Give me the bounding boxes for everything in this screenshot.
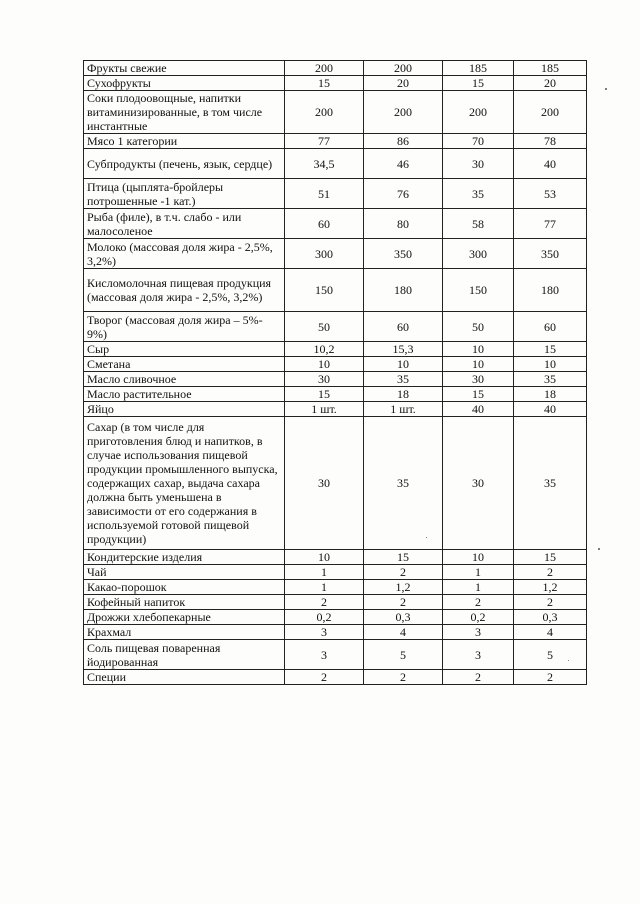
norm-value-cell: 34,5 bbox=[285, 149, 364, 179]
norm-value-cell: 80 bbox=[364, 209, 443, 239]
norm-value-cell: 2 bbox=[443, 595, 514, 610]
norm-value-cell: 2 bbox=[514, 670, 587, 685]
norm-value-cell: 15 bbox=[514, 342, 587, 357]
norm-value-cell: 40 bbox=[514, 402, 587, 417]
norm-value-cell: 70 bbox=[443, 134, 514, 149]
norm-value-cell: 35 bbox=[364, 372, 443, 387]
table-row bbox=[84, 372, 587, 387]
norm-value-cell: 10 bbox=[514, 357, 587, 372]
norm-value-cell: 5 bbox=[364, 640, 443, 670]
norm-value-cell: 60 bbox=[514, 312, 587, 342]
norm-value-cell: 1 bbox=[285, 580, 364, 595]
norm-value-cell: 10 bbox=[443, 357, 514, 372]
norm-value-cell: 58 bbox=[443, 209, 514, 239]
norm-value-cell: 300 bbox=[443, 239, 514, 269]
table-row bbox=[84, 134, 587, 149]
norm-value-cell: 1 bbox=[285, 565, 364, 580]
product-name-cell: Специи bbox=[84, 670, 285, 685]
norm-value-cell: 3 bbox=[443, 625, 514, 640]
norm-value-cell: 30 bbox=[285, 372, 364, 387]
norm-value-cell: 30 bbox=[285, 417, 364, 550]
norm-value-cell: 1,2 bbox=[364, 580, 443, 595]
norm-value-cell: 1 bbox=[443, 565, 514, 580]
norm-value-cell: 15 bbox=[285, 76, 364, 91]
table-row bbox=[84, 550, 587, 565]
norm-value-cell: 2 bbox=[285, 595, 364, 610]
table-row bbox=[84, 565, 587, 580]
norm-value-cell: 200 bbox=[514, 91, 587, 134]
norm-value-cell: 2 bbox=[443, 670, 514, 685]
norm-value-cell: 10 bbox=[364, 357, 443, 372]
norm-value-cell: 86 bbox=[364, 134, 443, 149]
norm-value-cell: 0,2 bbox=[285, 610, 364, 625]
norm-value-cell: 200 bbox=[443, 91, 514, 134]
norm-value-cell: 30 bbox=[443, 149, 514, 179]
norm-value-cell: 1 шт. bbox=[285, 402, 364, 417]
norm-value-cell: 350 bbox=[364, 239, 443, 269]
product-name-cell: Кондитерские изделия bbox=[84, 550, 285, 565]
norm-value-cell: 15 bbox=[443, 76, 514, 91]
norm-value-cell: 4 bbox=[364, 625, 443, 640]
norm-value-cell: 30 bbox=[443, 372, 514, 387]
table-row bbox=[84, 387, 587, 402]
scan-speck bbox=[426, 537, 427, 538]
table-row bbox=[84, 640, 587, 670]
product-name-cell: Масло сливочное bbox=[84, 372, 285, 387]
norm-value-cell: 10 bbox=[443, 342, 514, 357]
norm-value-cell: 30 bbox=[443, 417, 514, 550]
norm-value-cell: 1 bbox=[443, 580, 514, 595]
norm-value-cell: 50 bbox=[285, 312, 364, 342]
norm-value-cell: 2 bbox=[514, 595, 587, 610]
norm-value-cell: 2 bbox=[364, 595, 443, 610]
norm-value-cell: 20 bbox=[514, 76, 587, 91]
norm-value-cell: 15 bbox=[285, 387, 364, 402]
norm-value-cell: 3 bbox=[285, 640, 364, 670]
norm-value-cell: 76 bbox=[364, 179, 443, 209]
norm-value-cell: 35 bbox=[514, 417, 587, 550]
norm-value-cell: 3 bbox=[443, 640, 514, 670]
product-name-cell: Творог (массовая доля жира – 5%- 9%) bbox=[84, 312, 285, 342]
table-row bbox=[84, 580, 587, 595]
table-row bbox=[84, 179, 587, 209]
product-name-cell: Кисломолочная пищевая продукция (массовая доля жира - 2,5%, 3,2%) bbox=[84, 269, 285, 312]
norm-value-cell: 18 bbox=[364, 387, 443, 402]
table-row bbox=[84, 610, 587, 625]
product-name-cell: Кофейный напиток bbox=[84, 595, 285, 610]
norm-value-cell: 200 bbox=[364, 91, 443, 134]
product-name-cell: Фрукты свежие bbox=[84, 61, 285, 76]
norm-value-cell: 46 bbox=[364, 149, 443, 179]
food-norms-table bbox=[83, 60, 587, 685]
table-body bbox=[84, 61, 587, 685]
scan-speck bbox=[605, 88, 607, 90]
norm-value-cell: 15 bbox=[364, 550, 443, 565]
product-name-cell: Рыба (филе), в т.ч. слабо - или малосоленое bbox=[84, 209, 285, 239]
norm-value-cell: 2 bbox=[364, 565, 443, 580]
norm-value-cell: 350 bbox=[514, 239, 587, 269]
table-row bbox=[84, 342, 587, 357]
product-name-cell: Сахар (в том числе для приготовления блюд и напитков, в случае использования пищевой продукции промышленного выпуска, содержащих сахар, выдача сахара должна быть уменьшена в зависимости от его содержания в используемой готовой пищевой продукции) bbox=[84, 417, 285, 550]
table-row bbox=[84, 670, 587, 685]
norm-value-cell: 0,3 bbox=[514, 610, 587, 625]
norm-value-cell: 3 bbox=[285, 625, 364, 640]
norm-value-cell: 200 bbox=[285, 61, 364, 76]
table-row bbox=[84, 402, 587, 417]
norm-value-cell: 15,3 bbox=[364, 342, 443, 357]
table-row bbox=[84, 239, 587, 269]
product-name-cell: Дрожжи хлебопекарные bbox=[84, 610, 285, 625]
norm-value-cell: 10 bbox=[285, 357, 364, 372]
norm-value-cell: 300 bbox=[285, 239, 364, 269]
norm-value-cell: 185 bbox=[514, 61, 587, 76]
scan-speck bbox=[568, 660, 569, 661]
table-row bbox=[84, 91, 587, 134]
table-row bbox=[84, 76, 587, 91]
norm-value-cell: 40 bbox=[514, 149, 587, 179]
norm-value-cell: 50 bbox=[443, 312, 514, 342]
product-name-cell: Соль пищевая поваренная йодированная bbox=[84, 640, 285, 670]
table-row bbox=[84, 417, 587, 550]
product-name-cell: Масло растительное bbox=[84, 387, 285, 402]
norm-value-cell: 180 bbox=[514, 269, 587, 312]
norm-value-cell: 0,2 bbox=[443, 610, 514, 625]
table-row bbox=[84, 269, 587, 312]
product-name-cell: Сухофрукты bbox=[84, 76, 285, 91]
table-row bbox=[84, 61, 587, 76]
norm-value-cell: 15 bbox=[443, 387, 514, 402]
norm-value-cell: 35 bbox=[364, 417, 443, 550]
norm-value-cell: 1,2 bbox=[514, 580, 587, 595]
product-name-cell: Крахмал bbox=[84, 625, 285, 640]
norm-value-cell: 150 bbox=[443, 269, 514, 312]
scan-speck bbox=[598, 548, 600, 550]
norm-value-cell: 20 bbox=[364, 76, 443, 91]
norm-value-cell: 10 bbox=[443, 550, 514, 565]
product-name-cell: Птица (цыплята-бройлеры потрошенные -1 кат.) bbox=[84, 179, 285, 209]
norm-value-cell: 4 bbox=[514, 625, 587, 640]
product-name-cell: Какао-порошок bbox=[84, 580, 285, 595]
norm-value-cell: 60 bbox=[364, 312, 443, 342]
table-row bbox=[84, 312, 587, 342]
product-name-cell: Сыр bbox=[84, 342, 285, 357]
norm-value-cell: 200 bbox=[285, 91, 364, 134]
norm-value-cell: 35 bbox=[514, 372, 587, 387]
norm-value-cell: 51 bbox=[285, 179, 364, 209]
norm-value-cell: 15 bbox=[514, 550, 587, 565]
norm-value-cell: 2 bbox=[285, 670, 364, 685]
product-name-cell: Молоко (массовая доля жира - 2,5%, 3,2%) bbox=[84, 239, 285, 269]
product-name-cell: Сметана bbox=[84, 357, 285, 372]
norm-value-cell: 53 bbox=[514, 179, 587, 209]
product-name-cell: Соки плодоовощные, напитки витаминизированные, в том числе инстантные bbox=[84, 91, 285, 134]
table-row bbox=[84, 357, 587, 372]
norm-value-cell: 18 bbox=[514, 387, 587, 402]
table-row bbox=[84, 595, 587, 610]
norm-value-cell: 0,3 bbox=[364, 610, 443, 625]
norm-value-cell: 185 bbox=[443, 61, 514, 76]
norm-value-cell: 35 bbox=[443, 179, 514, 209]
product-name-cell: Субпродукты (печень, язык, сердце) bbox=[84, 149, 285, 179]
norm-value-cell: 40 bbox=[443, 402, 514, 417]
norm-value-cell: 10,2 bbox=[285, 342, 364, 357]
product-name-cell: Мясо 1 категории bbox=[84, 134, 285, 149]
norm-value-cell: 77 bbox=[514, 209, 587, 239]
norm-value-cell: 180 bbox=[364, 269, 443, 312]
table-row bbox=[84, 149, 587, 179]
norm-value-cell: 2 bbox=[364, 670, 443, 685]
product-name-cell: Яйцо bbox=[84, 402, 285, 417]
norm-value-cell: 5 bbox=[514, 640, 587, 670]
product-name-cell: Чай bbox=[84, 565, 285, 580]
norm-value-cell: 10 bbox=[285, 550, 364, 565]
table-row bbox=[84, 625, 587, 640]
norm-value-cell: 1 шт. bbox=[364, 402, 443, 417]
table-row bbox=[84, 209, 587, 239]
norm-value-cell: 60 bbox=[285, 209, 364, 239]
norm-value-cell: 150 bbox=[285, 269, 364, 312]
norm-value-cell: 77 bbox=[285, 134, 364, 149]
norm-value-cell: 78 bbox=[514, 134, 587, 149]
norm-value-cell: 2 bbox=[514, 565, 587, 580]
norm-value-cell: 200 bbox=[364, 61, 443, 76]
